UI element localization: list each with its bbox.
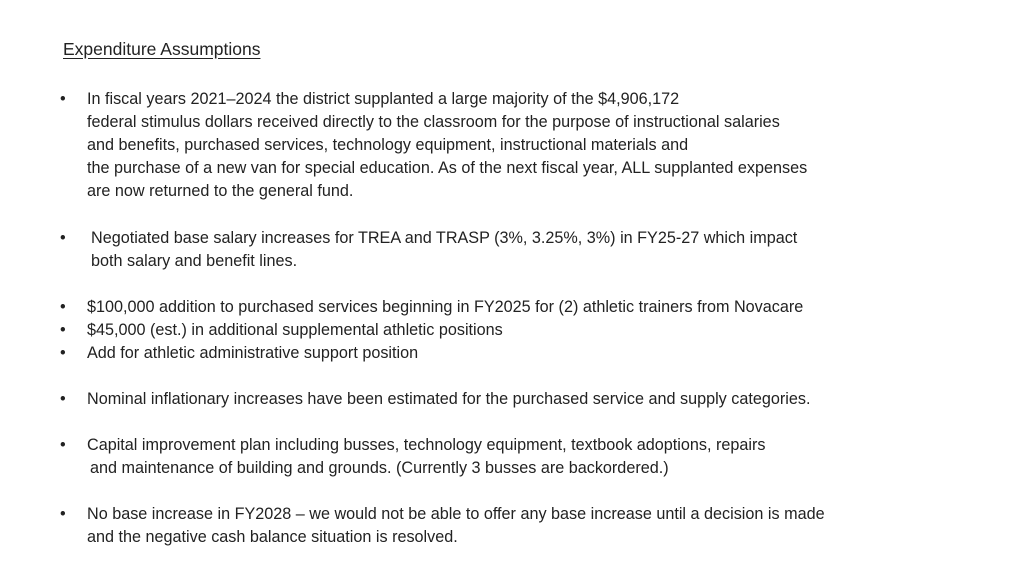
text-line: the purchase of a new van for special education. As of the next fiscal year, ALL supplanted expenses [87,159,808,177]
list-item-text [87,503,825,549]
text-line: are now returned to the general fund. [87,182,354,200]
text-line: and the negative cash balance situation is resolved. [87,528,458,546]
list-item-text [87,88,807,203]
bullet-icon: • [60,436,66,454]
text-line: and benefits, purchased services, technology equipment, instructional materials and [87,136,689,154]
list-item-text [87,434,765,480]
bullet-icon: • [60,390,66,408]
bullet-icon: • [60,229,66,247]
text-line: federal stimulus dollars received directly to the classroom for the purpose of instructional salaries [87,113,780,131]
bullet-icon: • [60,90,66,108]
text-line: Nominal inflationary increases have been estimated for the purchased service and supply categories. [87,390,811,408]
text-line: Add for athletic administrative support position [87,344,419,362]
text-line: $100,000 addition to purchased services beginning in FY2025 for (2) athletic trainers from Novacare [87,298,804,316]
bullet-icon: • [60,321,66,339]
page-title: Expenditure Assumptions [63,39,261,59]
list-item-text [87,319,503,342]
list-item-text [91,227,797,273]
bullet-icon: • [60,344,66,362]
text-line: $45,000 (est.) in additional supplemental athletic positions [87,321,503,339]
list-item-text [87,388,810,411]
list-item-text [87,342,418,365]
text-line: In fiscal years 2021–2024 the district supplanted a large majority of the $4,906,172 [87,90,680,108]
list-item-text [87,296,803,319]
text-line: both salary and benefit lines. [91,252,298,270]
text-line: and maintenance of building and grounds. (Currently 3 busses are backordered.) [90,459,669,477]
bullet-icon: • [60,505,66,523]
bullet-icon: • [60,298,66,316]
text-line: Negotiated base salary increases for TREA and TRASP (3%, 3.25%, 3%) in FY25-27 which impact [91,229,798,247]
text-line: No base increase in FY2028 – we would not be able to offer any base increase until a decision is made [87,505,825,523]
text-line: Capital improvement plan including busses, technology equipment, textbook adoptions, repairs [87,436,766,454]
